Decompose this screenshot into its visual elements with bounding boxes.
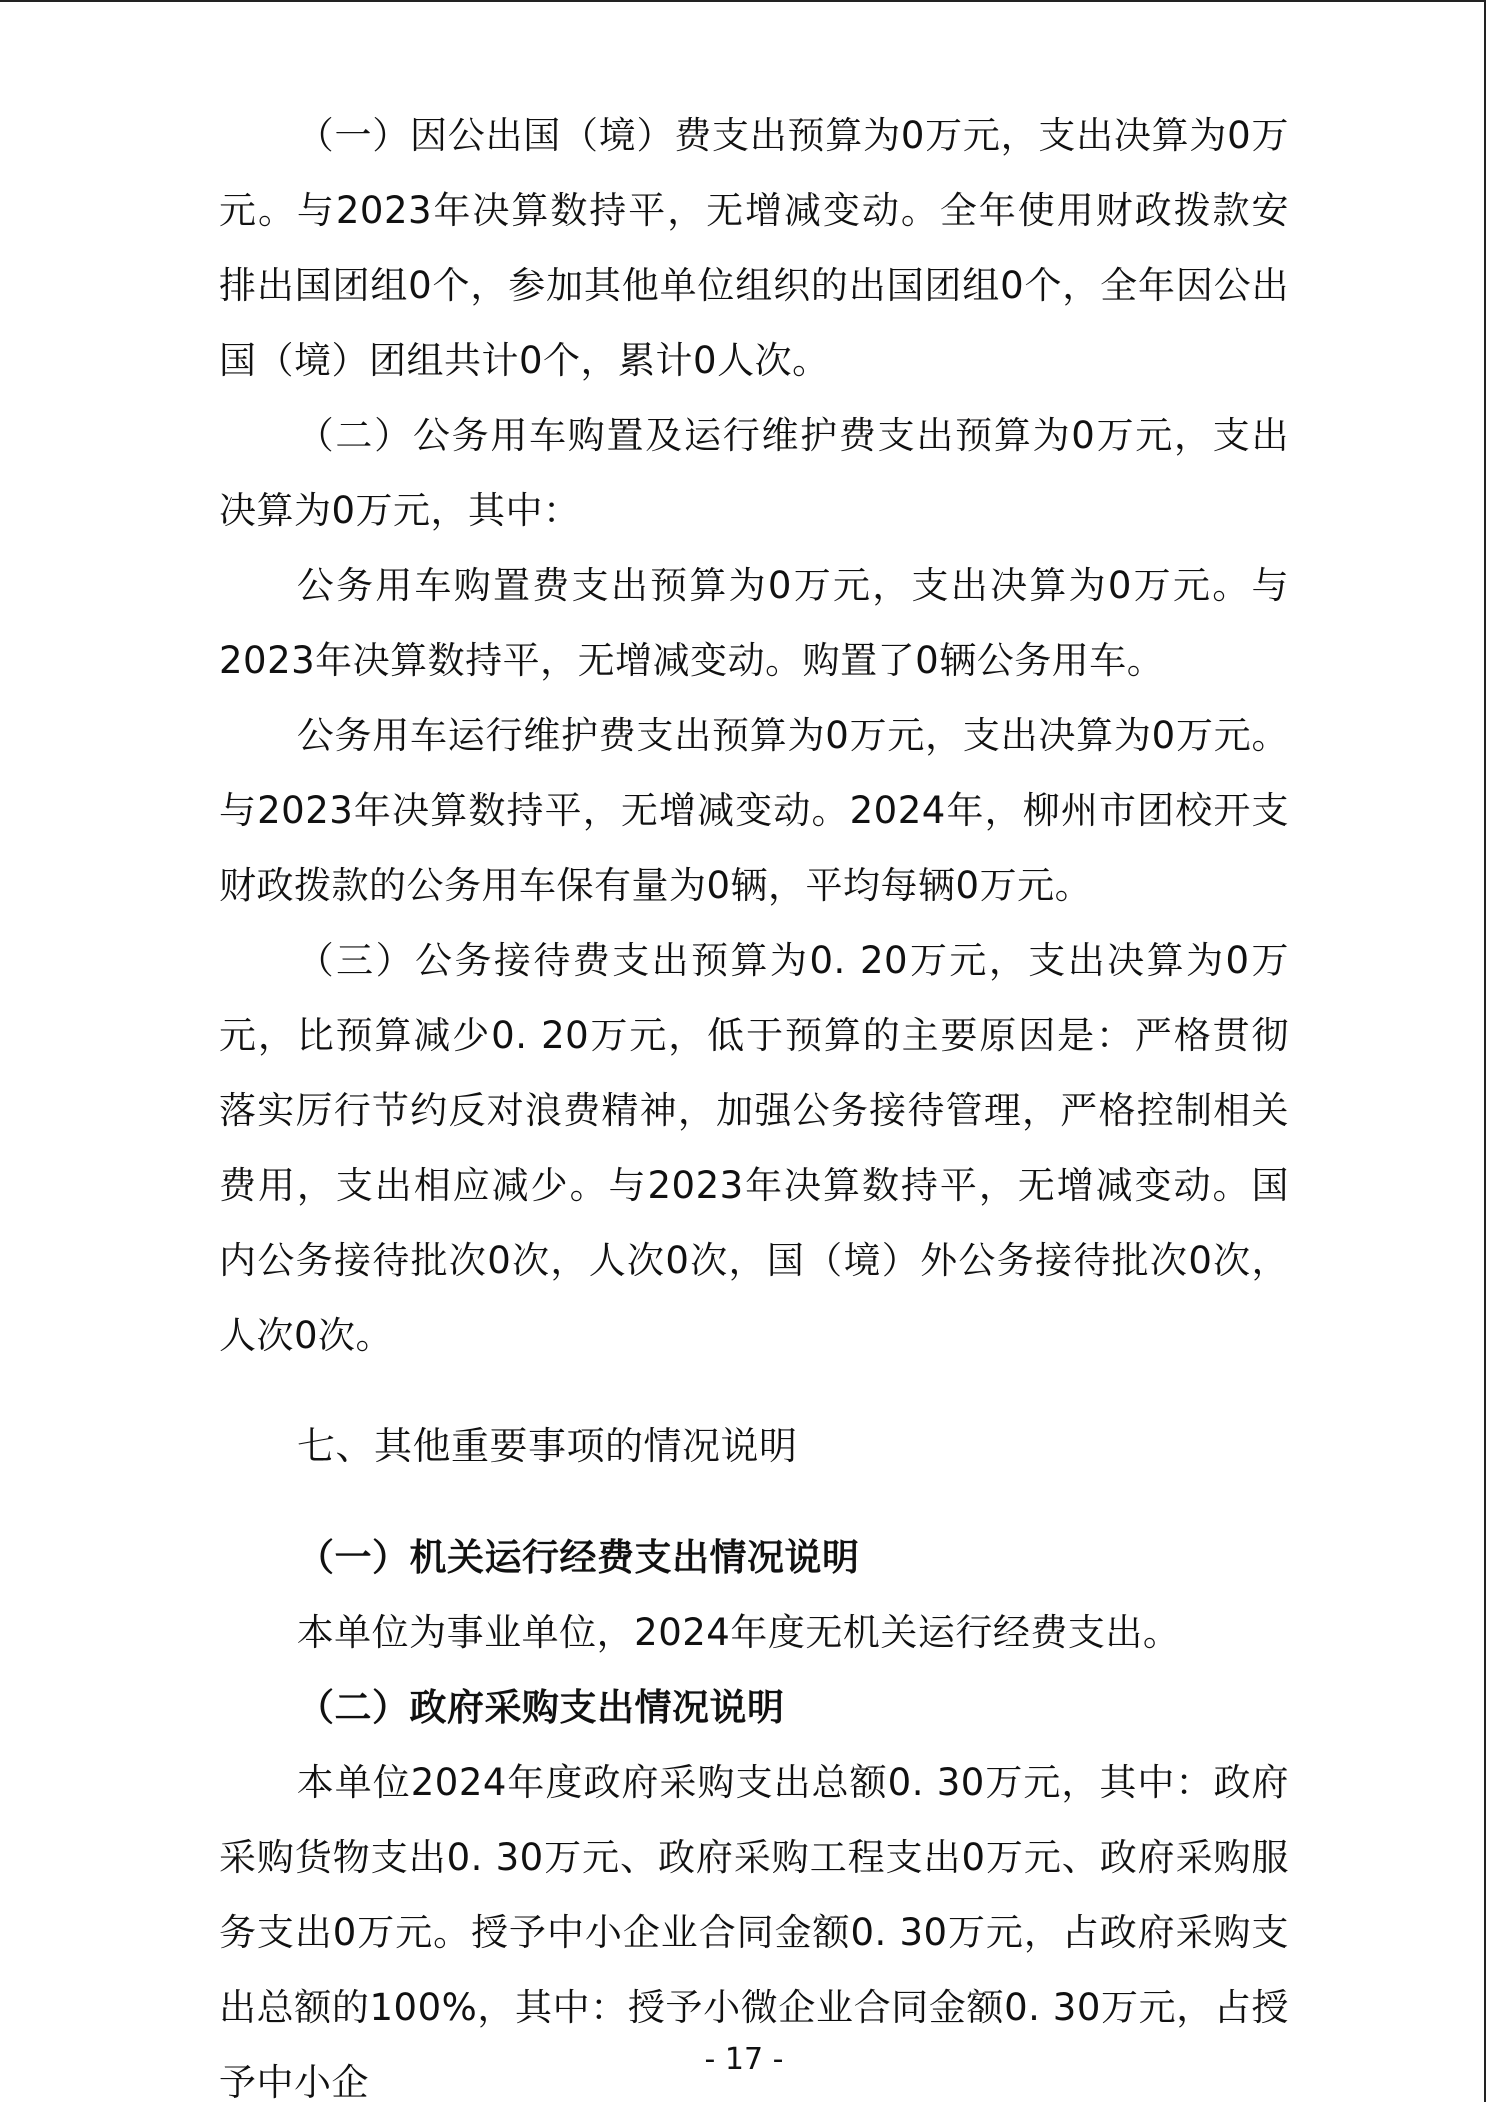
paragraph-operating-expenses: 本单位为事业单位，2024年度无机关运行经费支出。 [296, 1611, 1181, 1654]
paragraph-reception: （三）公务接待费支出预算为0. 20万元，支出决算为0万元，比预算减少0. 20万元，低于预算的主要原因是：严格贯彻落实厉行节约反对浪费精神，加强公务接待管理，严格控制相关费用，支出相应减少。与2023年决算数持平，无增减变动。国内公务接待批次0次，人次0次，国（境）外公务接待批次0次，人次0次。 [219, 939, 1289, 1357]
subheading-procurement: （二）政府采购支出情况说明 [297, 1686, 785, 1729]
section-heading: 七、其他重要事项的情况说明 [297, 1424, 798, 1468]
paragraph-vehicle-purchase: 公务用车购置费支出预算为0万元，支出决算为0万元。与2023年决算数持平，无增减变动。购置了0辆公务用车。 [219, 564, 1289, 682]
document-body [219, 98, 1289, 2120]
subheading-operating-expenses: （一）机关运行经费支出情况说明 [297, 1536, 860, 1579]
paragraph-procurement: 本单位2024年度政府采购支出总额0. 30万元，其中：政府采购货物支出0. 30万元、政府采购工程支出0万元、政府采购服务支出0万元。授予中小企业合同金额0. 30万元，占政府采购支出总额的100%，其中：授予小微企业合同金额0. 30万元，占授予中小企 [219, 1761, 1289, 2104]
paragraph-vehicle-summary: （二）公务用车购置及运行维护费支出预算为0万元，支出决算为0万元，其中： [219, 414, 1289, 532]
page-number: - 17 - [704, 2042, 784, 2077]
paragraph-overseas-travel: （一）因公出国（境）费支出预算为0万元，支出决算为0万元。与2023年决算数持平，无增减变动。全年使用财政拨款安排出国团组0个，参加其他单位组织的出国团组0个，全年因公出国（境）团组共计0个，累计0人次。 [219, 114, 1289, 382]
paragraph-vehicle-maintenance: 公务用车运行维护费支出预算为0万元，支出决算为0万元。与2023年决算数持平，无增减变动。2024年，柳州市团校开支财政拨款的公务用车保有量为0辆，平均每辆0万元。 [219, 714, 1289, 907]
